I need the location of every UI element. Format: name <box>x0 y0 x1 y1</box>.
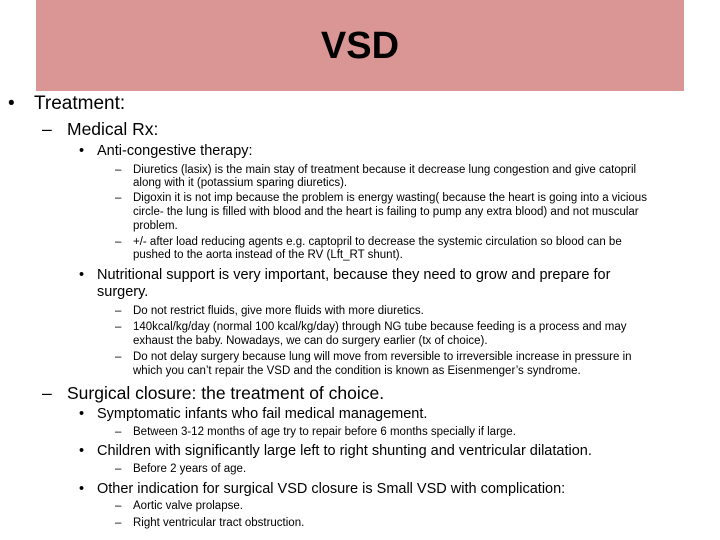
dash-marker: – <box>115 351 122 363</box>
dash-marker: – <box>115 236 122 248</box>
dash-marker: – <box>115 164 122 176</box>
digoxin-line-3: problem. <box>133 220 178 232</box>
diuretics-line-2: along with it (potassium sparing diuretics). <box>133 177 348 189</box>
medical-rx-heading: Medical Rx: <box>67 119 159 139</box>
bullet-marker: • <box>79 267 85 283</box>
anti-congestive-item: Anti-congestive therapy: <box>97 143 253 159</box>
digoxin-line-1: Digoxin it is not imp because the problem is energy wasting( because the heart is going into a vicious <box>133 192 647 204</box>
dash-marker: – <box>115 192 122 204</box>
afterload-line-2: pushed to the aorta instead of the RV (Lft_RT shunt). <box>133 249 403 261</box>
nutrition-line-1: Nutritional support is very important, because they need to grow and prepare for <box>97 267 611 283</box>
rvot-obstruction-item: Right ventricular tract obstruction. <box>133 517 305 529</box>
delay-line-1: Do not delay surgery because lung will move from reversible to irreversible increase in pressure in <box>133 351 632 363</box>
bullet-marker: • <box>79 443 85 459</box>
dash-marker: – <box>115 321 122 333</box>
afterload-line-1: +/- after load reducing agents e.g. captopril to decrease the systemic circulation so blood can be <box>133 236 622 248</box>
nutrition-line-2: surgery. <box>97 284 149 300</box>
delay-line-2: which you can’t repair the VSD and the condition is known as Eisenmenger’s syndrome. <box>133 365 581 377</box>
bullet-marker: • <box>8 93 15 114</box>
fluids-item: Do not restrict fluids, give more fluids with more diuretics. <box>133 305 424 317</box>
kcal-line-2: exhaust the baby. Nowadays, we can do surgery earlier (tx of choice). <box>133 335 488 347</box>
bullet-marker: • <box>79 406 85 422</box>
diuretics-line-1: Diuretics (lasix) is the main stay of treatment because it decrease lung congestion and give catopril <box>133 164 637 176</box>
before-2-years-item: Before 2 years of age. <box>133 463 247 475</box>
between-item: Between 3-12 months of age try to repair before 6 months specially if large. <box>133 426 516 438</box>
aortic-prolapse-item: Aortic valve prolapse. <box>133 500 243 512</box>
slide-title: VSD <box>320 25 400 67</box>
other-indication-item: Other indication for surgical VSD closure is Small VSD with complication: <box>97 481 566 497</box>
digoxin-line-2: circle- the lung is filled with blood and the heart is failing to pump any extra blood) and not muscular <box>133 206 639 218</box>
dash-marker: – <box>115 305 122 317</box>
surgical-heading: Surgical closure: the treatment of choice. <box>67 383 385 403</box>
children-item: Children with significantly large left to right shunting and ventricular dilatation. <box>97 443 592 459</box>
dash-marker: – <box>42 383 52 403</box>
treatment-heading: Treatment: <box>34 93 126 114</box>
bullet-marker: • <box>79 481 85 497</box>
dash-marker: – <box>115 517 122 529</box>
bullet-marker: • <box>79 143 85 159</box>
dash-marker: – <box>115 426 122 438</box>
title-bar <box>36 0 684 91</box>
dash-marker: – <box>115 463 122 475</box>
dash-marker: – <box>115 500 122 512</box>
kcal-line-1: 140kcal/kg/day (normal 100 kcal/kg/day) through NG tube because feeding is a process and may <box>133 321 627 333</box>
symptomatic-item: Symptomatic infants who fail medical management. <box>97 406 428 422</box>
dash-marker: – <box>42 119 52 139</box>
